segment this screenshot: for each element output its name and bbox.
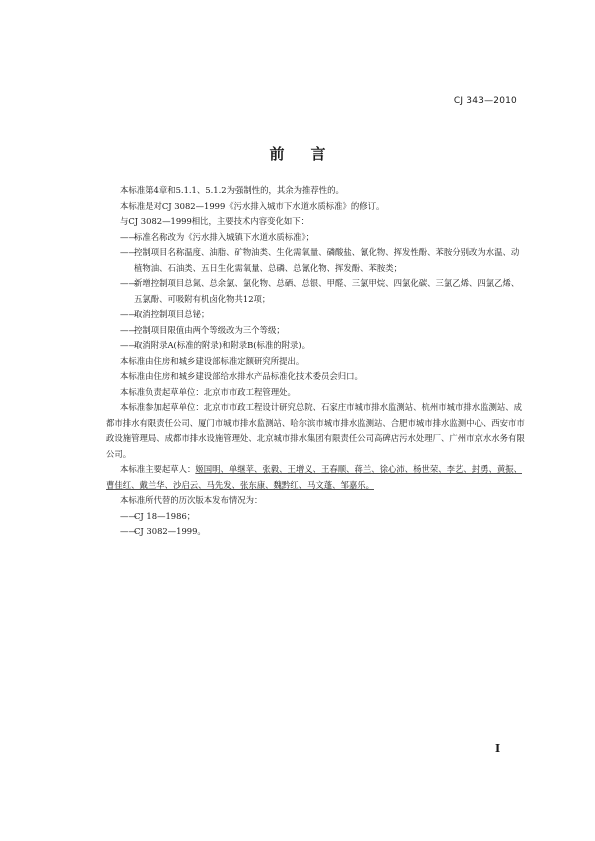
paragraph-mandatory: 本标准第4章和5.1.1、5.1.2为强制性的，其余为推荐性的。 bbox=[120, 185, 344, 195]
title-char-1: 前 bbox=[269, 145, 285, 163]
paragraph-lead-drafter: 本标准负责起草单位：北京市市政工程管理处。 bbox=[120, 386, 296, 397]
paragraph-committee: 本标准由住房和城乡建设部给水排水产品标准化技术委员会归口。 bbox=[120, 371, 363, 381]
paragraph-proposer: 本标准由住房和城乡建设部标准定额研究所提出。 bbox=[120, 355, 305, 366]
list-item: ——新增控制项目总氮、总余氯、氯化物、总硒、总银、甲醛、三氯甲烷、四氯化碳、三氯乙烯、四氯乙烯、五氯酚、可吸附有机卤化物共12项； bbox=[120, 278, 520, 304]
page-number: I bbox=[495, 742, 501, 755]
list-item: ——取消控制项目总铋； bbox=[120, 309, 210, 319]
list-item: ——控制项目限值由两个等级改为三个等级； bbox=[120, 324, 285, 335]
paragraph-history-intro: 本标准所代替的历次版本发布情况为： bbox=[120, 495, 263, 505]
paragraph-revision: 本标准是对CJ 3082—1999《污水排入城市下水道水质标准》的修订。 bbox=[120, 200, 385, 211]
history-item: ——CJ 3082—1999。 bbox=[120, 526, 206, 536]
page-title bbox=[0, 143, 595, 164]
standard-code: CJ 343—2010 bbox=[453, 96, 517, 106]
history-item: ——CJ 18—1986； bbox=[120, 510, 196, 521]
drafter-names: 姬国明、单继苹、张毅、王增义、王春顺、蒋兰、徐心沛、杨世荣、李艺、封勇、黄振、曹佳红、戴兰华、沙启云、马先发、张东康、魏黔红、马文蓬、邹嘉乐。 bbox=[106, 464, 522, 490]
foreword-body bbox=[106, 183, 526, 540]
paragraph-changes-intro: 与CJ 3082—1999相比，主要技术内容变化如下： bbox=[120, 216, 310, 226]
list-item: ——标准名称改为《污水排入城镇下水道水质标准》； bbox=[120, 231, 315, 242]
list-item: ——取消附录A(标准的附录)和附录B(标准的附录)。 bbox=[120, 340, 311, 350]
list-item: ——控制项目名称温度、油脂、矿物油类、生化需氧量、磷酸盐、氰化物、挥发性酚、苯胺分别改为水温、动植物油、石油类、五日生化需氧量、总磷、总氰化物、挥发酚、苯胺类； bbox=[120, 247, 520, 273]
paragraph-main-drafters: 本标准主要起草人：姬国明、单继苹、张毅、王增义、王春顺、蒋兰、徐心沛、杨世荣、李艺、封勇、黄振、曹佳红、戴兰华、沙启云、马先发、张东康、魏黔红、马文蓬、邹嘉乐。 bbox=[106, 464, 522, 490]
title-char-2: 言 bbox=[310, 145, 326, 163]
paragraph-participating-units: 本标准参加起草单位：北京市市政工程设计研究总院、石家庄市城市排水监测站、杭州市城市排水监测站、成都市排水有限责任公司、厦门市城市排水监测站、哈尔滨市城市排水监测站、合肥市城市排水监测中心、西安市市政设施管理局、成都市排水设施管理处、北京城市排水集团有限责任公司高碑店污水处理厂、广州市京水水务有限公司。 bbox=[106, 402, 525, 459]
